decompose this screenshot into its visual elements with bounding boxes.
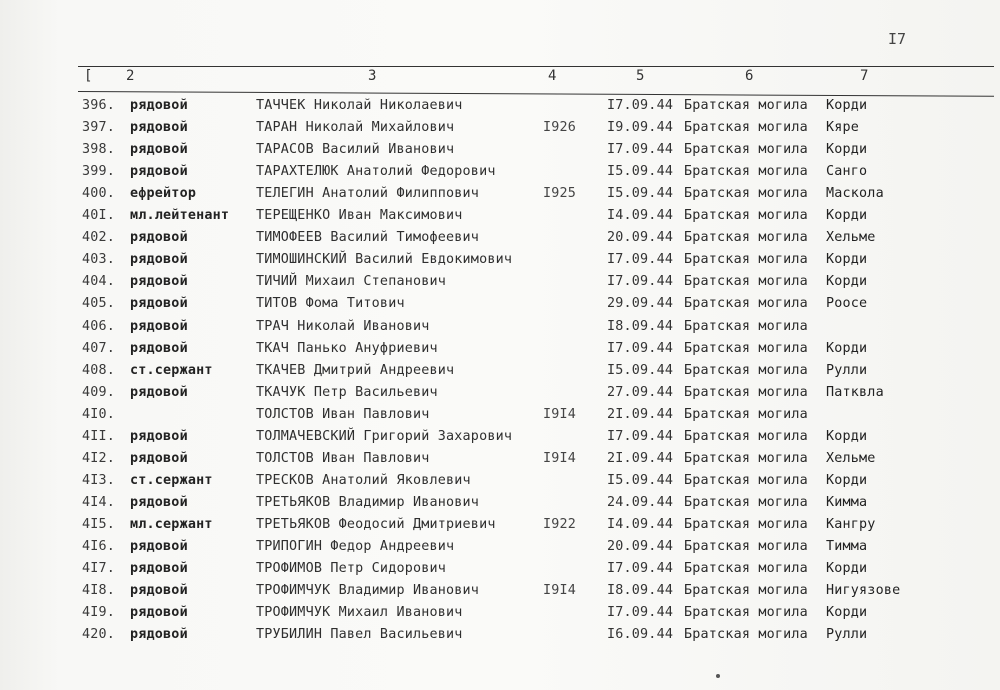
cell-name: ТРЕТЬЯКОВ Феодосий Дмитриевич xyxy=(256,516,496,532)
paper-speck xyxy=(716,674,720,678)
table-row xyxy=(0,514,1000,536)
table-row xyxy=(0,536,1000,558)
col-header-7: 7 xyxy=(860,68,869,84)
cell-num: 407. xyxy=(82,340,116,356)
cell-num: 408. xyxy=(82,362,116,378)
cell-year: I9I4 xyxy=(543,406,577,422)
cell-rank: рядовой xyxy=(130,142,188,158)
cell-name: ТАРАХТЕЛЮК Анатолий Федорович xyxy=(256,164,496,180)
cell-date: I7.09.44 xyxy=(607,252,674,268)
cell-num: 405. xyxy=(82,296,116,312)
cell-burial: Братская могила xyxy=(684,186,808,202)
cell-place: Корди xyxy=(826,252,868,268)
cell-num: 4I4. xyxy=(82,494,116,510)
cell-burial: Братская могила xyxy=(684,605,808,621)
cell-burial: Братская могила xyxy=(684,561,808,577)
cell-rank: рядовой xyxy=(130,605,188,621)
cell-name: ТЕЛЕГИН Анатолий Филиппович xyxy=(256,186,480,202)
cell-name: ТРУБИЛИН Павел Васильевич xyxy=(256,627,463,643)
cell-num: 4I9. xyxy=(82,605,116,621)
cell-name: ТИТОВ Фома Титович xyxy=(256,296,405,312)
cell-name: ТЕРЕЩЕНКО Иван Максимович xyxy=(256,208,463,224)
cell-date: I5.09.44 xyxy=(607,472,674,488)
table-row xyxy=(0,580,1000,602)
cell-date: I6.09.44 xyxy=(607,627,674,643)
cell-num: 4I8. xyxy=(82,583,116,599)
cell-name: ТРЕТЬЯКОВ Владимир Иванович xyxy=(256,494,480,510)
cell-date: I7.09.44 xyxy=(607,274,674,290)
cell-burial: Братская могила xyxy=(684,120,808,136)
cell-place: Хельме xyxy=(826,450,876,466)
cell-year: I9I4 xyxy=(543,583,577,599)
cell-place: Рулли xyxy=(826,362,868,378)
cell-date: I9.09.44 xyxy=(607,120,674,136)
cell-burial: Братская могила xyxy=(684,98,808,113)
cell-place: Корди xyxy=(826,208,868,224)
cell-rank: рядовой xyxy=(130,98,188,113)
col-header-5: 5 xyxy=(636,68,645,84)
cell-name: ТАЧЧЕК Николай Николаевич xyxy=(256,98,463,113)
cell-rank: рядовой xyxy=(130,164,188,180)
cell-name: ТОЛМАЧЕВСКИЙ Григорий Захарович xyxy=(256,428,513,444)
cell-num: 4I5. xyxy=(82,516,116,532)
cell-name: ТИЧИЙ Михаил Степанович xyxy=(256,274,447,290)
cell-name: ТИМОФЕЕВ Василий Тимофеевич xyxy=(256,230,480,246)
cell-rank: рядовой xyxy=(130,120,188,136)
cell-place: Нигуязове xyxy=(826,583,901,599)
table-row xyxy=(0,448,1000,470)
table-row xyxy=(0,139,1000,161)
cell-burial: Братская могила xyxy=(684,450,808,466)
cell-place: Корди xyxy=(826,340,868,356)
table-row xyxy=(0,293,1000,315)
cell-num: 403. xyxy=(82,252,116,268)
col-header-3: 3 xyxy=(368,68,377,84)
cell-num: 406. xyxy=(82,318,116,334)
cell-name: ТАРАН Николай Михайлович xyxy=(256,120,455,136)
cell-place: Корди xyxy=(826,142,868,158)
cell-place: Корди xyxy=(826,472,868,488)
cell-year: I9I4 xyxy=(543,450,577,466)
table-row xyxy=(0,426,1000,448)
cell-date: 20.09.44 xyxy=(607,230,674,246)
cell-num: 4I2. xyxy=(82,450,116,466)
page-number: I7 xyxy=(888,30,907,48)
cell-burial: Братская могила xyxy=(684,406,808,422)
table-row xyxy=(0,624,1000,646)
cell-rank: рядовой xyxy=(130,296,188,312)
cell-place: Корди xyxy=(826,98,868,113)
table-row xyxy=(0,117,1000,139)
cell-name: ТАРАСОВ Василий Иванович xyxy=(256,142,455,158)
cell-place: Тимма xyxy=(826,539,868,554)
cell-rank: рядовой xyxy=(130,428,188,444)
cell-place: Корди xyxy=(826,561,868,577)
cell-rank: рядовой xyxy=(130,561,188,577)
cell-num: 397. xyxy=(82,120,116,136)
table-row xyxy=(0,558,1000,580)
cell-date: 2I.09.44 xyxy=(607,450,674,466)
cell-burial: Братская могила xyxy=(684,318,808,334)
cell-name: ТРИПОГИН Федор Андреевич xyxy=(256,539,455,554)
cell-date: I7.09.44 xyxy=(607,428,674,444)
cell-rank: ст.сержант xyxy=(130,472,213,488)
cell-place: Хельме xyxy=(826,230,876,246)
cell-year: I922 xyxy=(543,516,577,532)
cell-date: I5.09.44 xyxy=(607,362,674,378)
cell-num: 398. xyxy=(82,142,116,158)
cell-burial: Братская могила xyxy=(684,142,808,158)
table-row xyxy=(0,360,1000,382)
cell-name: ТРОФИМЧУК Владимир Иванович xyxy=(256,583,480,599)
table-top-rule xyxy=(78,66,994,67)
cell-burial: Братская могила xyxy=(684,208,808,224)
cell-rank: рядовой xyxy=(130,230,188,246)
cell-name: ТОЛСТОВ Иван Павлович xyxy=(256,450,430,466)
cell-date: I7.09.44 xyxy=(607,561,674,577)
cell-num: 4I6. xyxy=(82,539,116,554)
cell-place: Кяре xyxy=(826,120,860,136)
cell-num: 40I. xyxy=(82,208,116,224)
cell-rank: ст.сержант xyxy=(130,362,213,378)
cell-rank: рядовой xyxy=(130,450,188,466)
col-header-1: [ xyxy=(84,68,93,84)
cell-place: Корди xyxy=(826,428,868,444)
cell-date: 29.09.44 xyxy=(607,296,674,312)
cell-date: 24.09.44 xyxy=(607,494,674,510)
cell-name: ТРЕСКОВ Анатолий Яковлевич xyxy=(256,472,471,488)
cell-place: Кангру xyxy=(826,516,876,532)
col-header-4: 4 xyxy=(548,68,557,84)
cell-rank: мл.лейтенант xyxy=(130,208,230,224)
cell-name: ТКАЧУК Петр Васильевич xyxy=(256,384,438,400)
col-header-2: 2 xyxy=(126,68,135,84)
cell-place: Маскола xyxy=(826,186,884,202)
cell-rank: рядовой xyxy=(130,539,188,554)
table-row xyxy=(0,183,1000,205)
cell-date: I7.09.44 xyxy=(607,605,674,621)
cell-date: I7.09.44 xyxy=(607,142,674,158)
cell-place: Патквла xyxy=(826,384,884,400)
cell-burial: Братская могила xyxy=(684,362,808,378)
table-row xyxy=(0,271,1000,293)
cell-burial: Братская могила xyxy=(684,296,808,312)
cell-rank: рядовой xyxy=(130,252,188,268)
cell-burial: Братская могила xyxy=(684,274,808,290)
cell-date: 2I.09.44 xyxy=(607,406,674,422)
table-row xyxy=(0,338,1000,360)
cell-rank: рядовой xyxy=(130,494,188,510)
table-row xyxy=(0,492,1000,514)
cell-date: I8.09.44 xyxy=(607,318,674,334)
cell-rank: рядовой xyxy=(130,318,188,334)
cell-num: 404. xyxy=(82,274,116,290)
cell-date: I5.09.44 xyxy=(607,164,674,180)
cell-burial: Братская могила xyxy=(684,472,808,488)
cell-burial: Братская могила xyxy=(684,230,808,246)
cell-num: 4I7. xyxy=(82,561,116,577)
cell-rank: ефрейтор xyxy=(130,186,197,202)
cell-place: Корди xyxy=(826,274,868,290)
cell-place: Корди xyxy=(826,605,868,621)
cell-name: ТКАЧ Панько Ануфриевич xyxy=(256,340,438,356)
table-row xyxy=(0,161,1000,183)
table-row xyxy=(0,382,1000,404)
cell-date: I4.09.44 xyxy=(607,208,674,224)
cell-num: 396. xyxy=(82,98,116,113)
cell-date: I7.09.44 xyxy=(607,98,674,113)
cell-place: Кимма xyxy=(826,494,868,510)
cell-name: ТКАЧЕВ Дмитрий Андреевич xyxy=(256,362,455,378)
cell-name: ТИМОШИНСКИЙ Василий Евдокимович xyxy=(256,252,513,268)
cell-burial: Братская могила xyxy=(684,627,808,643)
table-row xyxy=(0,470,1000,492)
cell-num: 399. xyxy=(82,164,116,180)
cell-name: ТРАЧ Николай Иванович xyxy=(256,318,430,334)
cell-date: 27.09.44 xyxy=(607,384,674,400)
cell-rank: рядовой xyxy=(130,384,188,400)
cell-name: ТРОФИМЧУК Михаил Иванович xyxy=(256,605,463,621)
cell-rank: мл.сержант xyxy=(130,516,213,532)
cell-burial: Братская могила xyxy=(684,252,808,268)
cell-date: I7.09.44 xyxy=(607,340,674,356)
table-row xyxy=(0,404,1000,426)
table-row xyxy=(0,249,1000,271)
cell-burial: Братская могила xyxy=(684,583,808,599)
cell-burial: Братская могила xyxy=(684,384,808,400)
cell-burial: Братская могила xyxy=(684,340,808,356)
cell-num: 400. xyxy=(82,186,116,202)
cell-year: I925 xyxy=(543,186,577,202)
cell-rank: рядовой xyxy=(130,274,188,290)
cell-rank: рядовой xyxy=(130,627,188,643)
table-row xyxy=(0,95,1000,117)
cell-place: Рулли xyxy=(826,627,868,643)
cell-num: 4II. xyxy=(82,428,116,444)
table-row xyxy=(0,316,1000,338)
col-header-6: 6 xyxy=(745,68,754,84)
cell-name: ТРОФИМОВ Петр Сидорович xyxy=(256,561,447,577)
cell-burial: Братская могила xyxy=(684,428,808,444)
cell-burial: Братская могила xyxy=(684,164,808,180)
cell-num: 4I3. xyxy=(82,472,116,488)
cell-name: ТОЛСТОВ Иван Павлович xyxy=(256,406,430,422)
cell-rank: рядовой xyxy=(130,583,188,599)
cell-place: Роосе xyxy=(826,296,868,312)
cell-num: 420. xyxy=(82,627,116,643)
cell-place: Санго xyxy=(826,164,868,180)
cell-burial: Братская могила xyxy=(684,516,808,532)
cell-year: I926 xyxy=(543,120,577,136)
cell-date: 20.09.44 xyxy=(607,539,674,554)
cell-burial: Братская могила xyxy=(684,539,808,554)
cell-date: I4.09.44 xyxy=(607,516,674,532)
cell-num: 402. xyxy=(82,230,116,246)
cell-rank: рядовой xyxy=(130,340,188,356)
table-row xyxy=(0,227,1000,249)
table-row xyxy=(0,602,1000,624)
cell-burial: Братская могила xyxy=(684,494,808,510)
table-row xyxy=(0,205,1000,227)
cell-date: I8.09.44 xyxy=(607,583,674,599)
cell-num: 409. xyxy=(82,384,116,400)
cell-date: I5.09.44 xyxy=(607,186,674,202)
cell-num: 4I0. xyxy=(82,406,116,422)
